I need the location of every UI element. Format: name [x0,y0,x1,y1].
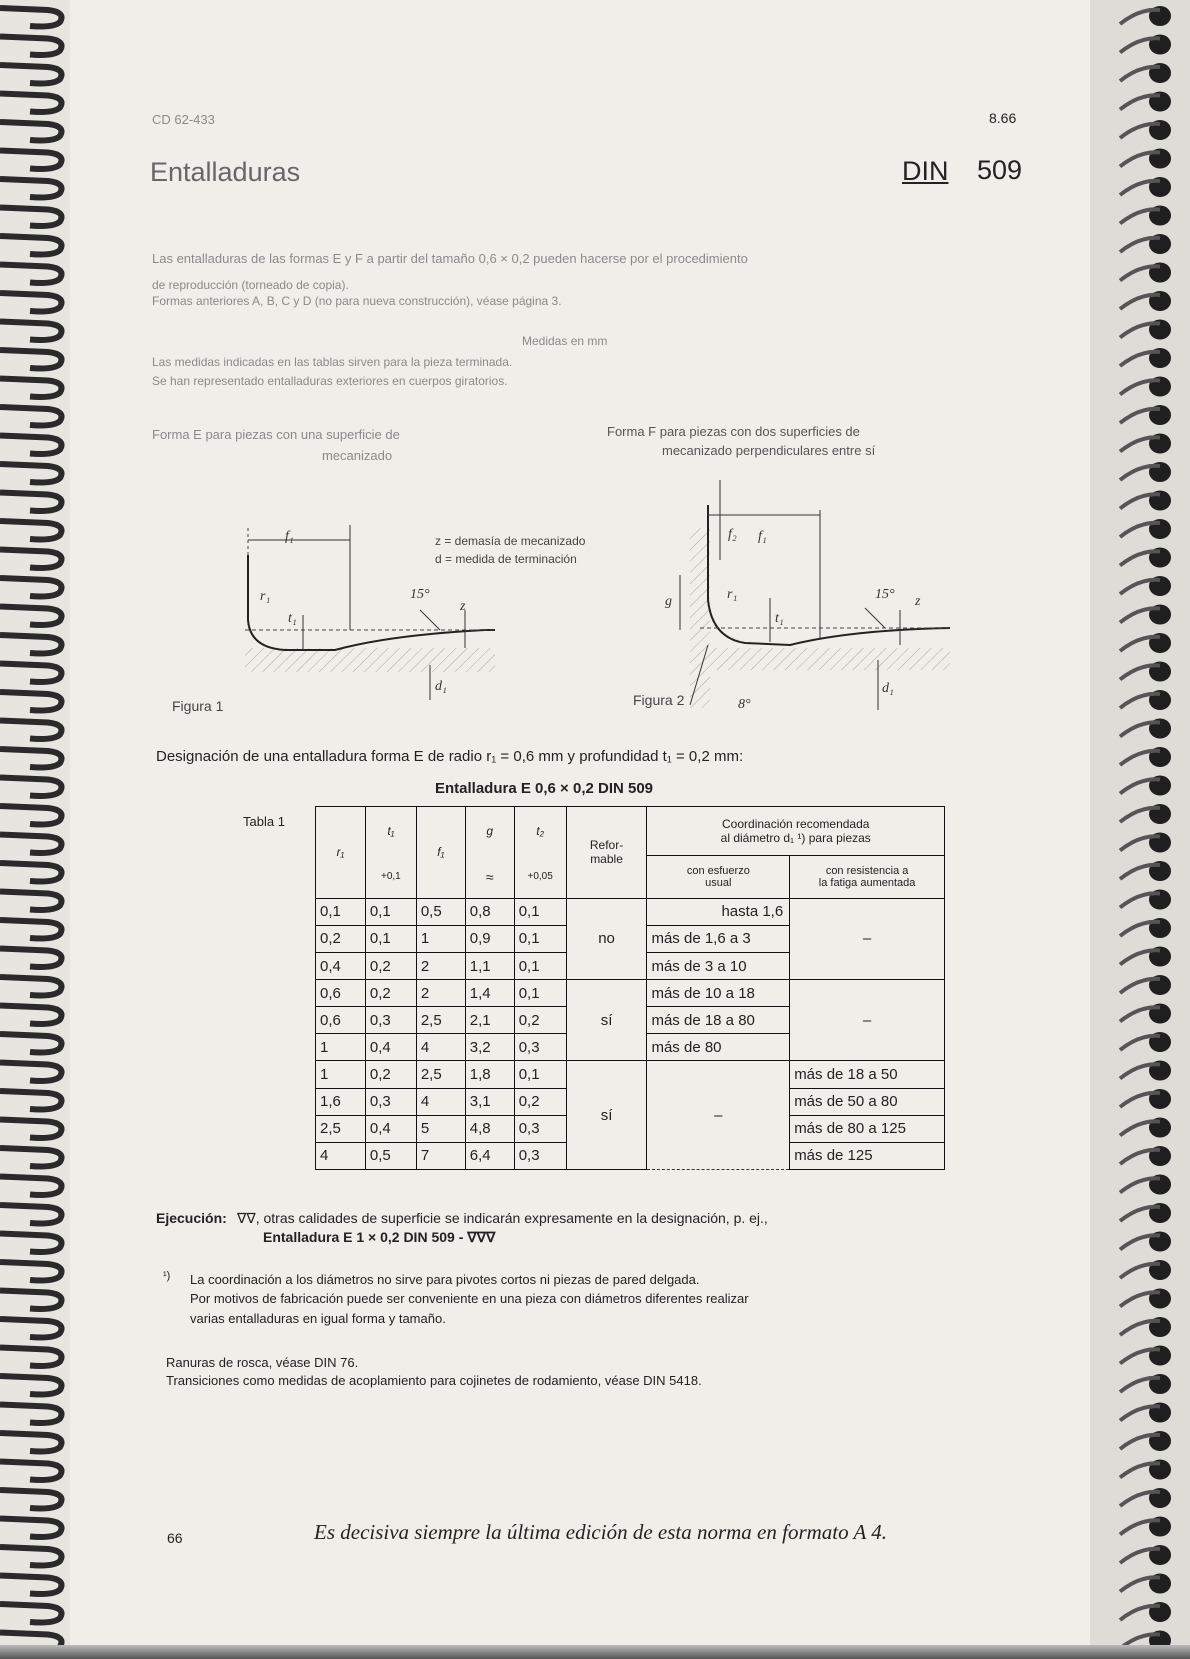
table-cell: 5 [416,1115,465,1142]
table-cell: 0,1 [514,898,566,925]
designation-text: Designación de una entalladura forma E de radio r₁ = 0,6 mm y profundidad t₁ = 0,2 mm: [156,748,744,765]
spiral-binding-left [0,0,70,1659]
intro-line-3: Formas anteriores A, B, C y D (no para nueva construcción), véase página 3. [152,294,562,308]
table-cell: 1,8 [465,1061,514,1088]
intro-line-5: Se han representado entalladuras exteriores en cuerpos giratorios. [152,374,508,388]
page-number: 66 [167,1530,183,1546]
din-label: DIN [902,156,949,186]
intro-line-1: Las entalladuras de las formas E y F a partir del tamaño 0,6 × 0,2 pueden hacerse por el procedimiento [152,251,748,266]
header-coordination: Coordinación recomendada al diámetro d₁ ¹) para piezas [647,807,945,856]
header-usual: con esfuerzo usual [647,856,790,899]
table-cell: 0,6 [316,980,366,1007]
figure-2-drawing [680,480,950,710]
table-cell: 0,4 [365,1115,416,1142]
header-f1: f₁ [416,807,465,899]
table-cell: 1,1 [465,953,514,980]
footer-note: Es decisiva siempre la última edición de esta norma en formato A 4. [314,1520,887,1544]
edition-date: 8.66 [989,110,1017,126]
reformable-cell: sí [566,1061,647,1170]
table-cell: 0,3 [514,1034,566,1061]
table-cell: 0,2 [365,953,416,980]
usual-diameter-cell: más de 1,6 a 3 [647,925,790,952]
header-r1: r₁ [316,807,366,899]
form-f-heading-2: mecanizado perpendiculares entre sí [662,443,876,458]
table-cell: 0,3 [514,1142,566,1169]
table-cell: 0,4 [316,953,366,980]
table-row [316,980,945,1007]
intro-line-4: Las medidas indicadas en las tablas sirven para la pieza terminada. [152,355,513,369]
table-header-row [316,807,945,856]
table-cell: 7 [416,1142,465,1169]
execution-label: Ejecución: [156,1210,227,1226]
form-e-heading: Forma E para piezas con una superficie de [152,427,400,442]
table-cell: 1 [316,1061,366,1088]
label-d1-fig2: d₁ [882,681,894,696]
reference-line-2: Transiciones como medidas de acoplamiento para cojinetes de rodamiento, véase DIN 5418. [166,1373,702,1388]
fatigue-diameter-cell: más de 18 a 50 [790,1061,945,1088]
label-z-fig2: z [915,594,921,609]
label-8-fig2: 8° [738,697,751,712]
page-title: Entalladuras [150,157,301,187]
table-cell: 0,5 [365,1142,416,1169]
din-number: 509 [977,155,1023,185]
label-f1-fig2: f₁ [758,529,767,544]
label-f1-fig1: f₁ [285,529,294,544]
header-t1-tolerance: +0,1 [365,856,416,899]
footnote-line-3: varias entalladuras en igual forma y tamaño. [190,1311,446,1326]
designation-example: Entalladura E 0,6 × 0,2 DIN 509 [435,780,654,797]
reformable-cell: sí [566,980,647,1061]
units-note: Medidas en mm [522,334,608,348]
execution-example: Entalladura E 1 × 0,2 DIN 509 - ∇∇∇ [263,1229,496,1245]
table-cell: 0,2 [365,980,416,1007]
table-cell: 0,1 [514,980,566,1007]
label-r1-fig1: r₁ [260,589,271,604]
header-t2: t₂ [514,807,566,856]
form-f-heading: Forma F para piezas con dos superficies de [607,424,860,439]
header-t1: t₁ [365,807,416,856]
fatigue-diameter-cell: más de 125 [790,1142,945,1169]
page-bottom-edge [0,1645,1190,1659]
form-e-heading-2: mecanizado [322,448,393,463]
table-cell: 0,8 [465,898,514,925]
spiral-binding-right [1090,0,1190,1659]
header-t2-tolerance: +0,05 [514,856,566,899]
figure-1-drawing [245,525,495,700]
table-cell: 0,3 [365,1007,416,1034]
table-cell: 0,1 [514,1061,566,1088]
usual-diameter-cell: más de 18 a 80 [647,1007,790,1034]
table-cell: 0,1 [365,925,416,952]
figure-2-caption: Figura 2 [633,692,685,708]
table-cell: 1,6 [316,1088,366,1115]
reformable-cell: no [566,898,647,979]
header-g: g [465,807,514,856]
usual-diameter-cell: hasta 1,6 [647,898,790,925]
table-label: Tabla 1 [243,814,285,829]
reference-line-1: Ranuras de rosca, véase DIN 76. [166,1355,359,1370]
table-row [316,1061,945,1088]
table-cell: 0,3 [514,1115,566,1142]
table-cell: 4 [316,1142,366,1169]
table-cell: 0,2 [316,925,366,952]
usual-diameter-cell: – [647,1061,790,1170]
legend-z: z = demasía de mecanizado [435,534,586,548]
table-cell: 0,6 [316,1007,366,1034]
label-t1-fig1: t₁ [288,611,297,626]
table-cell: 0,2 [365,1061,416,1088]
label-d1-fig1: d₁ [435,679,447,694]
table-cell: 0,2 [514,1088,566,1115]
intro-line-2: de reproducción (torneado de copia). [152,278,349,292]
header-g-approx: ≈ [465,856,514,899]
table-cell: 0,1 [365,898,416,925]
table-cell: 2,5 [316,1115,366,1142]
table-cell: 0,5 [416,898,465,925]
table-cell: 0,1 [514,953,566,980]
table-cell: 0,1 [514,925,566,952]
table-cell: 0,3 [365,1088,416,1115]
table-cell: 1 [316,1034,366,1061]
label-r1-fig2: r₁ [727,587,738,602]
table-cell: 4 [416,1088,465,1115]
header-reformable: Refor- mable [566,807,647,899]
usual-diameter-cell: más de 10 a 18 [647,980,790,1007]
figure-1-caption: Figura 1 [172,698,224,714]
table-cell: 2,5 [416,1007,465,1034]
footnote-line-1: La coordinación a los diámetros no sirve para pivotes cortos ni piezas de pared delgada. [190,1272,700,1287]
table-cell: 0,2 [514,1007,566,1034]
table-cell: 2 [416,953,465,980]
label-15-fig1: 15° [410,587,430,602]
fatigue-diameter-cell: – [790,898,945,979]
table-cell: 2,5 [416,1061,465,1088]
label-g-fig2: g [665,594,672,609]
table-cell: 0,1 [316,898,366,925]
table-cell: 3,2 [465,1034,514,1061]
document-code: CD 62-433 [152,112,215,127]
table-cell: 0,4 [365,1034,416,1061]
fatigue-diameter-cell: – [790,980,945,1061]
usual-diameter-cell: más de 80 [647,1034,790,1061]
header-fatigue: con resistencia a la fatiga aumentada [790,856,945,899]
table-row [316,898,945,925]
table-cell: 1 [416,925,465,952]
label-f2-fig2: f₂ [728,527,737,542]
figures-drawing [160,480,1010,720]
footnote-line-2: Por motivos de fabricación puede ser conveniente en una pieza con diámetros diferentes realizar [190,1291,749,1306]
table-cell: 1,4 [465,980,514,1007]
dimensions-table [315,806,945,1170]
label-t1-fig2: t₁ [775,611,784,626]
execution-text: ∇∇, otras calidades de superficie se indicarán expresamente en la designación, p. ej., [237,1210,768,1226]
table-cell: 6,4 [465,1142,514,1169]
table-cell: 2 [416,980,465,1007]
legend-d: d = medida de terminación [435,552,577,566]
label-z-fig1: z [460,599,466,614]
usual-diameter-cell: más de 3 a 10 [647,953,790,980]
table-cell: 4,8 [465,1115,514,1142]
footnote-mark: ¹) [163,1270,171,1282]
fatigue-diameter-cell: más de 80 a 125 [790,1115,945,1142]
label-15-fig2: 15° [875,587,895,602]
table-cell: 2,1 [465,1007,514,1034]
table-cell: 0,9 [465,925,514,952]
fatigue-diameter-cell: más de 50 a 80 [790,1088,945,1115]
table-cell: 4 [416,1034,465,1061]
table-cell: 3,1 [465,1088,514,1115]
